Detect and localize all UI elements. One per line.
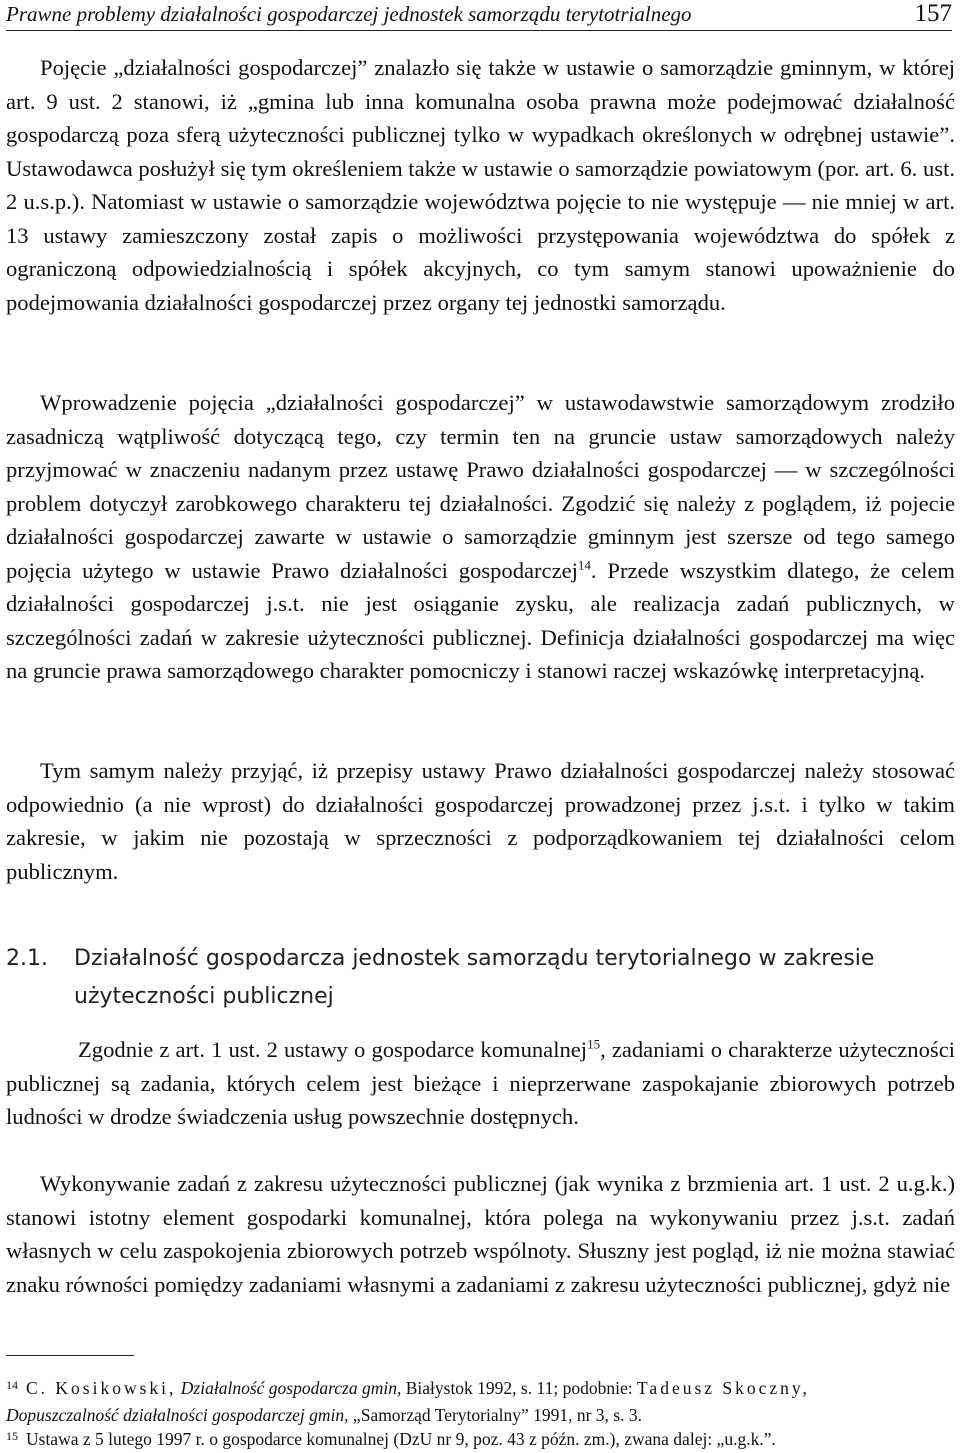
paragraph-3 xyxy=(6,754,955,888)
paragraph-3-text: Tym samym należy przyjąć, iż przepisy ustawy Prawo działalności gospodarczej należy stosować odpowiednio (a nie wprost) do działalności gospodarczej prowadzonej przez j.s.t. i tylko w takim zakresie, w jakim nie pozostają w sprzeczności z podporządkowaniem tej działalności celom publicznym. xyxy=(6,758,955,884)
paragraph-4-text-a: Zgodnie z art. 1 ust. 2 ustawy o gospodarce komunalnej xyxy=(78,1037,588,1062)
footnote-ref-15[interactable]: 15 xyxy=(587,1036,601,1052)
footnote-14-author: C. Kosikowski, xyxy=(26,1378,177,1398)
section-number: 2.1. xyxy=(6,946,48,971)
footnote-14-title: Działalność gospodarcza gmin, xyxy=(180,1378,402,1398)
paragraph-2-text-a: Wprowadzenie pojęcia „działalności gospodarczej” w ustawodawstwie samorządowym zrodziło zasadniczą wątpliwość dotyczącą tego, czy termin ten na gruncie ustaw samorządowych należy przyjmować w znaczeniu nadanym przez ustawę Prawo działalności gospodarczej — w szczególności problem dotyczył zarobkowego charakteru tej działalności. Zgodzić się należy z poglądem, iż pojecie działalności gospodarczej zawarte w ustawie o samorządzie gminnym jest szersze od tego samego pojęcia użytego w ustawie Prawo działalności gospodarczej xyxy=(6,390,955,583)
section-title: Działalność gospodarcza jednostek samorządu terytorialnego w zakresie użyteczności publicznej xyxy=(74,946,875,1009)
footnote-separator xyxy=(6,1355,134,1356)
footnote-14-number: 14 xyxy=(6,1378,18,1392)
header-title: Prawne problemy działalności gospodarczej jednostek samorządu terytotrialnego xyxy=(6,2,692,26)
footnote-14-author2: Tadeusz Skoczny, xyxy=(636,1378,810,1398)
footnote-15 xyxy=(6,1423,955,1453)
paragraph-5-text: Wykonywanie zadań z zakresu użyteczności publicznej (jak wynika z brzmienia art. 1 ust. 2 u.g.k.) stanowi istotny element gospodarki komunalnej, która polega na wykonywaniu przez j.s.t. zadań własnych w celu zaspokojenia zbiorowych potrzeb wspólnoty. Słuszny jest pogląd, iż nie można stawiać znaku równości pomiędzy zadaniami własnymi a zadaniami z zakresu użyteczności publicznej, gdyż nie xyxy=(6,1171,955,1297)
paragraph-4-text-b: , zadaniami o charakterze użyteczności publicznej są zadania, których celem jest bieżące i nieprzerwane zaspokajanie zbiorowych potrzeb ludności w drodze świadczenia usług powszechnie dostępnych. xyxy=(6,1037,956,1129)
running-header xyxy=(6,0,952,31)
footnote-14-mid: Białystok 1992, s. 11; podobnie: xyxy=(401,1378,637,1398)
paragraph-2-text-b: . Przede wszystkim dlatego, że celem działalności gospodarczej j.s.t. nie jest osiąganie zysku, ale realizacja zadań publicznych, w szczególności zadań w zakresie użyteczności publicznej. Definicja działalności gospodarczej ma więc na gruncie prawa samorządowego charakter pomocniczy i stanowi raczej wskazówkę interpretacyjną. xyxy=(6,557,956,683)
paragraph-1 xyxy=(6,51,955,319)
footnote-14-end: „Samorząd Terytorialny” 1991, nr 3, s. 3. xyxy=(348,1405,642,1425)
footnote-14 xyxy=(6,1372,955,1429)
paragraph-1-text: Pojęcie „działalności gospodarczej” znalazło się także w ustawie o samorządzie gminnym, w której art. 9 ust. 2 stanowi, iż „gmina lub inna komunalna osoba prawna może podejmować działalność gospodarczą poza sferą użyteczności publicznej tylko w wypadkach określonych w odrębnej ustawie”. Ustawodawca posłużył się tym określeniem także w ustawie o samorządzie powiatowym (por. art. 6. ust. 2 u.s.p.). Natomiast w ustawie o samorządzie województwa pojęcie to nie występuje — nie mniej w art. 13 ustawy zamieszczony został zapis o możliwości przystępowania województwa do spółek z ograniczoną odpowiedzialnością i spółek akcyjnych, co tym samym stanowi upoważnienie do podejmowania działalności gospodarczej przez organy tej jednostki samorządu. xyxy=(6,55,955,315)
section-heading xyxy=(6,940,955,1016)
paragraph-5 xyxy=(6,1167,955,1301)
footnote-15-number: 15 xyxy=(6,1429,18,1443)
footnote-15-text: Ustawa z 5 lutego 1997 r. o gospodarce komunalnej (DzU nr 9, poz. 43 z późn. zm.), zwana dalej: „u.g.k.”. xyxy=(26,1429,776,1449)
page-number: 157 xyxy=(914,0,952,27)
paragraph-2 xyxy=(6,386,955,688)
footnote-14-title2: Dopuszczalność działalności gospodarczej gmin, xyxy=(6,1405,349,1425)
paragraph-4 xyxy=(6,1033,955,1134)
footnote-ref-14[interactable]: 14 xyxy=(577,556,591,572)
